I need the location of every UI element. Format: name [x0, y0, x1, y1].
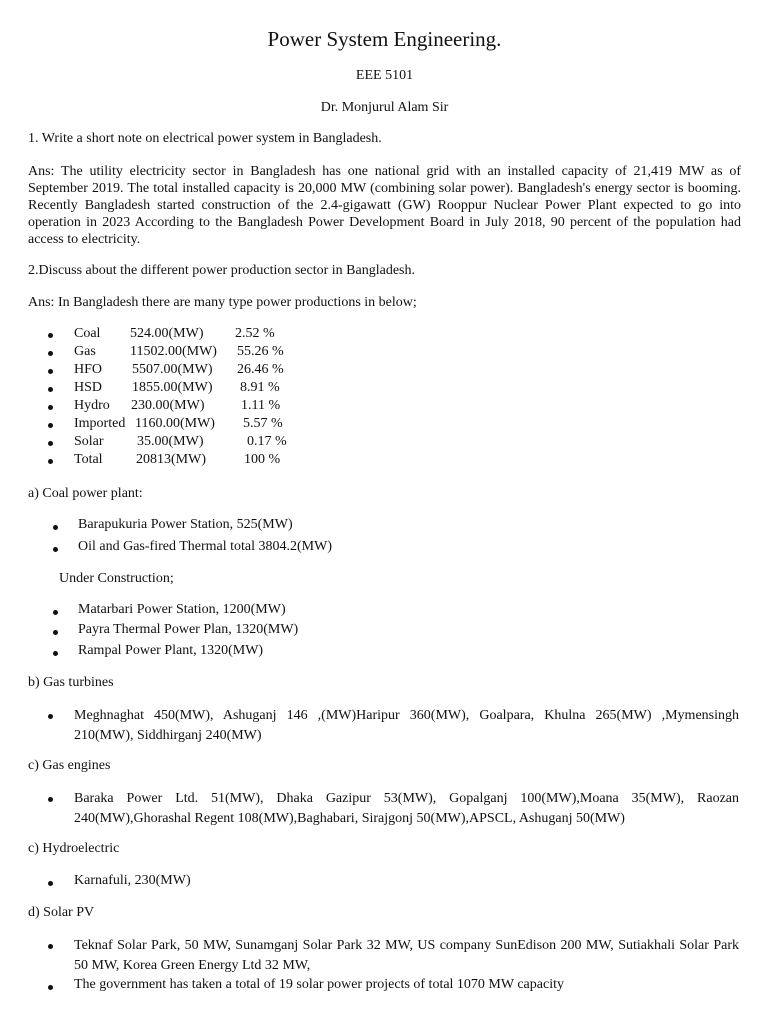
bullet-icon: [48, 797, 53, 802]
production-pct: 55.26 %: [237, 344, 284, 359]
production-mw: 11502.00(MW): [130, 344, 217, 359]
list-item-text: Payra Thermal Power Plan, 1320(MW): [78, 622, 299, 637]
production-mw: 524.00(MW): [130, 326, 204, 341]
section-heading-coal: a) Coal power plant:: [28, 486, 143, 501]
list-item: [28, 789, 741, 831]
list-item-text: Barapukuria Power Station, 525(MW): [78, 517, 293, 532]
list-item: [28, 398, 741, 416]
bullet-icon: [48, 423, 53, 428]
production-name: Gas: [74, 344, 96, 359]
production-mw: 1855.00(MW): [132, 380, 213, 395]
list-item-text: Oil and Gas-fired Thermal total 3804.2(MW): [78, 539, 333, 554]
bullet-icon: [53, 610, 58, 615]
answer-1: Ans: The utility electricity sector in Bangladesh has one national grid with an installed capacity of 21,419 MW as of September 2019. The total installed capacity is 20,000 MW (combining solar power). Bangladesh's energy sector is booming. Recently Bangladesh started construction of the 2.4-gigawatt (GW) Rooppur Nuclear Power Plant expected to go into operation in 2023 According to the Bangladesh Power Development Board in July 2018, 90 percent of the population had access to electricity.: [28, 164, 741, 247]
bullet-icon: [48, 387, 53, 392]
list-item: [28, 936, 741, 978]
production-pct: 5.57 %: [243, 416, 283, 431]
production-name: Hydro: [74, 398, 110, 413]
list-item: [28, 452, 741, 470]
production-pct: 100 %: [244, 452, 281, 467]
production-name: Solar: [74, 434, 104, 449]
production-name: Imported: [74, 416, 126, 431]
list-item-text: Rampal Power Plant, 1320(MW): [78, 643, 264, 658]
bullet-icon: [53, 547, 58, 552]
section-heading-gas-turbines: b) Gas turbines: [28, 675, 114, 690]
bullet-icon: [48, 333, 53, 338]
list-item-text: Baraka Power Ltd. 51(MW), Dhaka Gazipur 53(MW), Gopalganj 100(MW),Moana 35(MW), Raozan 240(MW),Ghorashal Regent 108(MW),Baghabari, Sirajgonj 50(MW),APSCL, Ashuganj 50(MW): [74, 791, 739, 826]
bullet-icon: [53, 630, 58, 635]
production-name: Total: [74, 452, 103, 467]
bullet-icon: [48, 351, 53, 356]
production-pct: 2.52 %: [235, 326, 275, 341]
list-item: [28, 602, 741, 622]
bullet-icon: [48, 944, 53, 949]
list-item: [28, 380, 741, 398]
production-name: HFO: [74, 362, 103, 377]
section-heading-gas-engines: c) Gas engines: [28, 758, 111, 773]
production-pct: 8.91 %: [240, 380, 280, 395]
production-mw: 1160.00(MW): [135, 416, 215, 431]
list-item: [28, 326, 741, 344]
list-item: [28, 643, 741, 663]
bullet-icon: [48, 405, 53, 410]
list-item: [28, 434, 741, 452]
list-item: [28, 539, 741, 559]
section-heading-solar: d) Solar PV: [28, 905, 95, 920]
list-item: [28, 706, 741, 748]
bullet-icon: [48, 985, 53, 990]
production-name: Coal: [74, 326, 101, 341]
bullet-icon: [53, 651, 58, 656]
bullet-icon: [48, 369, 53, 374]
list-item-text: Karnafuli, 230(MW): [74, 873, 191, 888]
production-mw: 35.00(MW): [137, 434, 204, 449]
list-item-text: Teknaf Solar Park, 50 MW, Sunamganj Solar Park 32 MW, US company SunEdison 200 MW, Sutiakhali Solar Park 50 MW, Korea Green Energy Ltd 32 MW,: [74, 938, 739, 973]
question-1: 1. Write a short note on electrical power system in Bangladesh.: [28, 131, 382, 146]
list-item-text: The government has taken a total of 19 solar power projects of total 1070 MW capacity: [74, 977, 564, 992]
production-pct: 1.11 %: [241, 398, 281, 413]
question-2: 2.Discuss about the different power production sector in Bangladesh.: [28, 263, 415, 278]
production-mw: 20813(MW): [136, 452, 206, 467]
production-pct: 26.46 %: [237, 362, 284, 377]
bullet-icon: [48, 441, 53, 446]
section-heading-hydroelectric: c) Hydroelectric: [28, 841, 120, 856]
bullet-icon: [48, 459, 53, 464]
list-item: [28, 362, 741, 380]
list-item-text: Meghnaghat 450(MW), Ashuganj 146 ,(MW)Haripur 360(MW), Goalpara, Khulna 265(MW) ,Mymensingh 210(MW), Siddhirganj 240(MW): [74, 708, 739, 743]
list-item: [28, 873, 741, 893]
bullet-icon: [48, 881, 53, 886]
list-item: [28, 344, 741, 362]
list-item: [28, 517, 741, 537]
under-construction-heading: Under Construction;: [59, 571, 174, 586]
production-mw: 230.00(MW): [131, 398, 205, 413]
list-item-text: Matarbari Power Station, 1200(MW): [78, 602, 286, 617]
document-title: Power System Engineering.: [267, 27, 502, 51]
production-pct: 0.17 %: [247, 434, 287, 449]
bullet-icon: [48, 714, 53, 719]
answer-2-intro: Ans: In Bangladesh there are many type power productions in below;: [28, 295, 417, 310]
list-item: [28, 622, 741, 642]
course-code: EEE 5101: [355, 68, 414, 83]
list-item: [28, 977, 741, 997]
list-item: [28, 416, 741, 434]
teacher-name: Dr. Monjurul Alam Sir: [320, 100, 449, 115]
production-name: HSD: [74, 380, 103, 395]
production-mw: 5507.00(MW): [132, 362, 213, 377]
bullet-icon: [53, 525, 58, 530]
